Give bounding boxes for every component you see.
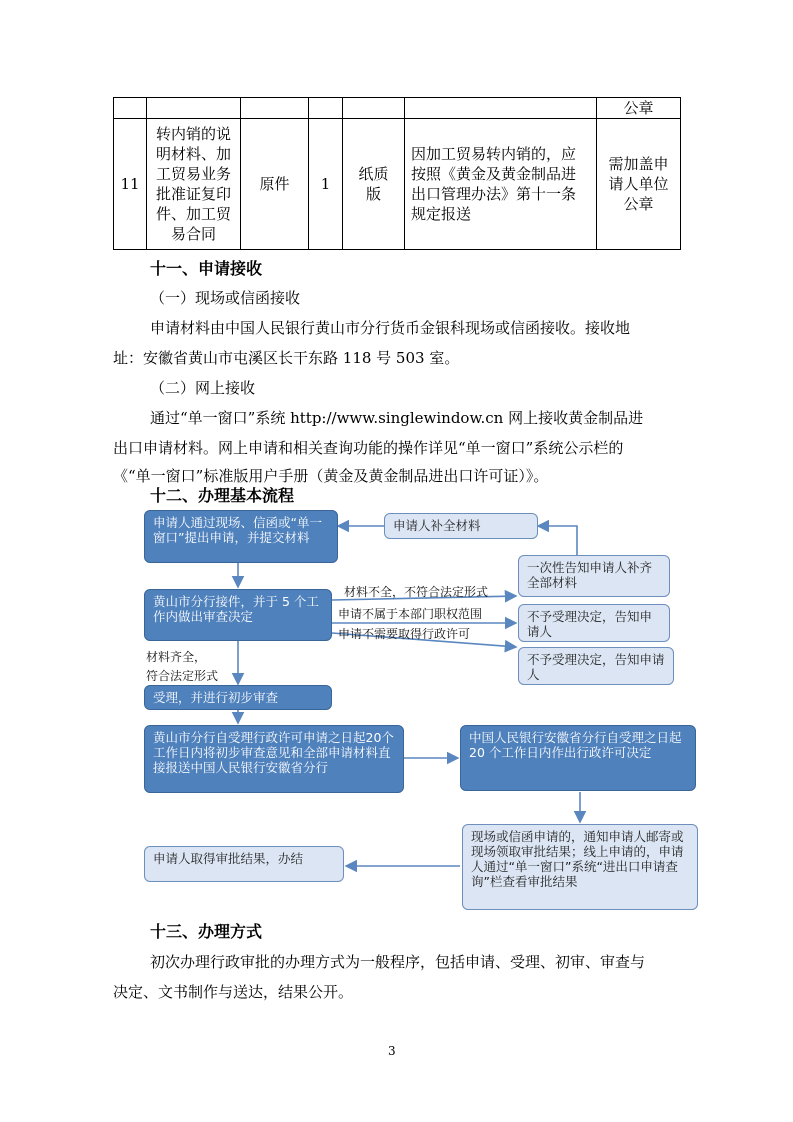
- flow-label: 申请不属于本部门职权范围: [338, 607, 483, 621]
- paragraph-line: 初次办理行政审批的办理方式为一般程序，包括申请、受理、初审、审查与: [150, 953, 646, 971]
- flow-box-supplement: 申请人补全材料: [384, 513, 538, 539]
- flow-box-receive: 黄山市分行接件，并于 5 个工作内做出审查决定: [144, 589, 332, 641]
- paragraph-line: 出口申请材料。网上申请和相关查询功能的操作详见“单一窗口”系统公示栏的: [113, 439, 624, 457]
- table-cell-note: 公章: [597, 98, 681, 119]
- paragraph-line: 决定、文书制作与送达，结果公开。: [113, 983, 354, 1001]
- section-heading: 十三、办理方式: [150, 922, 263, 941]
- flow-label: 符合法定形式: [146, 669, 219, 683]
- flow-box-decide: 中国人民银行安徽省分行自受理之日起 20 个工作日内作出行政许可决定: [460, 725, 696, 791]
- paragraph-line: 址：安徽省黄山市屯溪区长干东路 118 号 503 室。: [113, 349, 460, 367]
- table-cell-type: 原件: [241, 119, 309, 250]
- flow-box-forward: 黄山市分行自受理行政许可申请之日起20个工作日内将初步审查意见和全部申请材料直接报送中国人民银行安徽省分行: [144, 725, 404, 793]
- flow-box-reject-1: 不予受理决定，告知申请人: [518, 604, 670, 642]
- flow-box-finish: 申请人取得审批结果，办结: [144, 846, 344, 882]
- table-cell-basis: 因加工贸易转内销的，应按照《黄金及黄金制品进出口管理办法》第十一条规定报送: [405, 119, 597, 250]
- section-heading: 十二、办理基本流程: [150, 486, 295, 505]
- flow-label: 材料齐全，: [146, 650, 207, 664]
- flow-box-reject-2: 不予受理决定，告知申请人: [518, 647, 674, 685]
- section-heading: 十一、申请接收: [150, 259, 263, 278]
- flow-box-accept: 受理，并进行初步审查: [144, 685, 332, 710]
- flow-label: 申请不需要取得行政许可: [338, 627, 471, 641]
- arrow-connector: [538, 526, 577, 555]
- paragraph-line: 申请材料由中国人民银行黄山市分行货币金银科现场或信函接收。接收地: [150, 319, 631, 337]
- table-cell-format: 纸质版: [343, 119, 405, 250]
- page-number: 3: [388, 1044, 396, 1058]
- flow-box-notify-result: 现场或信函申请的，通知申请人邮寄或现场领取审批结果；线上申请的，申请人通过“单一窗口”系统“进出口申请查询”栏查看审批结果: [462, 824, 698, 910]
- paragraph-line: 《“单一窗口”标准版用户手册（黄金及黄金制品进出口许可证）》。: [113, 467, 549, 485]
- table-cell-note: 需加盖申请人单位公章: [597, 119, 681, 250]
- table-cell-no: 11: [114, 119, 147, 250]
- table-cell-qty: 1: [309, 119, 343, 250]
- sub-heading: （一）现场或信函接收: [150, 289, 301, 307]
- paragraph-line: 通过“单一窗口”系统 http://www.singlewindow.cn 网上接收黄金制品进: [150, 409, 644, 427]
- table-cell-name: 转内销的说明材料、加工贸易业务批准证复印件、加工贸易合同: [147, 119, 241, 250]
- flow-box-notify-once: 一次性告知申请人补齐全部材料: [518, 555, 670, 597]
- flow-label: 材料不全，不符合法定形式: [344, 585, 489, 599]
- flow-box-submit: 申请人通过现场、信函或“单一窗口”提出申请，并提交材料: [144, 510, 338, 563]
- sub-heading: （二）网上接收: [150, 379, 256, 397]
